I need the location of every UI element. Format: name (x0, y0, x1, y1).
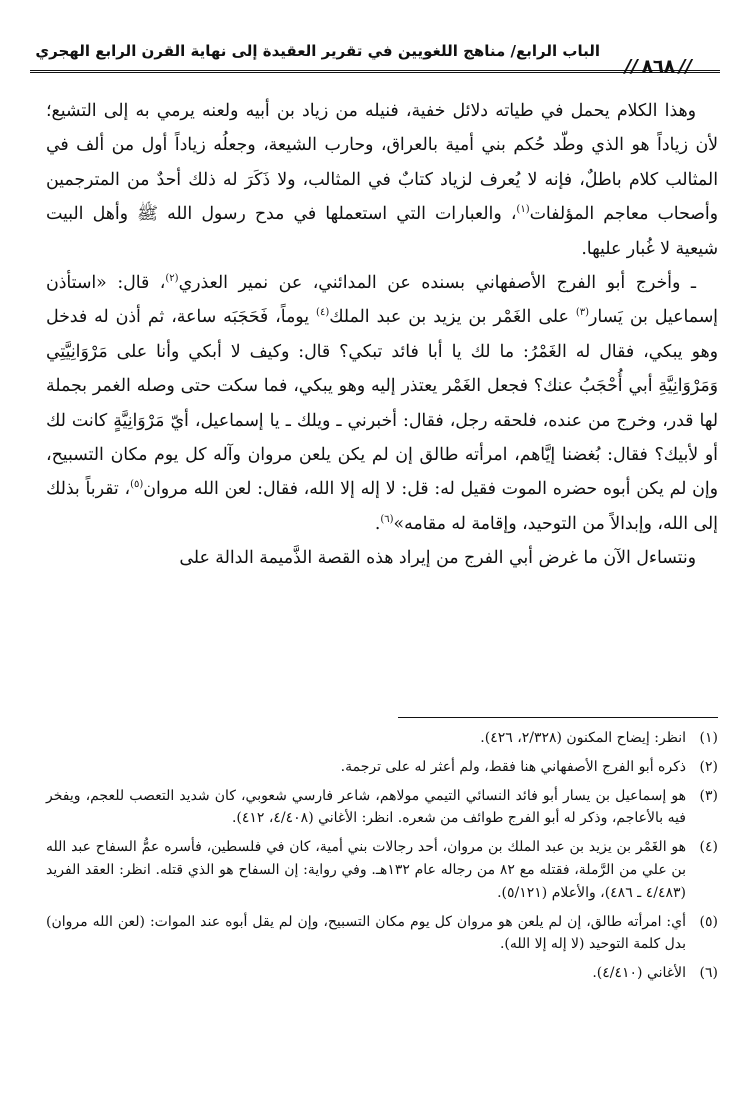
footnote-number: (٣) (699, 787, 718, 804)
paragraph-1-text: وهذا الكلام يحمل في طياته دلائل خفية، فنيله من زياد بن أبيه ولعنه يرمي به إلى التشيع؛ لأن زياداً هو الذي وطّد حُكم بني أمية بالعراق، وحارب الشيعة، وجعلُه زياداً أول من ألف في المثالب كلام باطلٌ، فإنه لا يُعرف لزياد كتابٌ في المثالب، ولا ذَكَرَ له ذلك أحدٌ من المترجمين وأصحاب معاجم المؤلفات (46, 101, 718, 225)
paragraph-2-part-f: . (374, 513, 381, 534)
paragraph-2-part-e: ، تقرباً بذلك إلى الله، وإبدالاً من التوحيد، وإقامة له مقامه» (46, 479, 718, 534)
page-header (30, 24, 720, 77)
footnote-ref-4: (٤) (316, 307, 330, 319)
paragraph-2-part-b: ، قال: «استأذن إسماعيل بن يَسار (46, 273, 718, 328)
footnote-ref-2: (٢) (165, 273, 179, 285)
paragraph-2-part-c: على الغَمْر بن يزيد بن عبد الملك (329, 307, 576, 328)
footnote-number: (٤) (699, 839, 718, 856)
footnote-4 (46, 836, 718, 904)
footnote-separator (398, 717, 718, 718)
footnote-3 (46, 785, 718, 831)
paragraph-2-part-a: ـ وأخرج أبو الفرج الأصفهاني بسنده عن المدائني، عن نمير العذري (178, 273, 696, 294)
footnote-number: (٦) (699, 965, 718, 982)
paragraph-2 (46, 266, 718, 541)
footnote-text: أي: امرأته طالق، إن لم يلعن هو مروان كل يوم مكان التسبيح، وإن لم يقل أبوه عند الموات: (لعن الله مروان) بدل كلمة التوحيد (لا إله إلا الله). (46, 913, 686, 953)
paragraph-1-end: ، والعبارات التي استعملها في مدح رسول الله ﷺ وأهل البيت شيعية لا غُبار عليها. (46, 204, 718, 259)
footnote-ref-6: (٦) (380, 514, 394, 526)
book-page (30, 24, 720, 982)
footnote-2 (46, 756, 718, 779)
footnote-ref-5: (٥) (130, 479, 144, 491)
main-text (46, 94, 718, 576)
page-number: // ٨٦٨ // (607, 56, 710, 77)
header-rule (30, 70, 720, 73)
footnote-text: انظر: إيضاح المكنون (٢/٣٢٨، ٤٢٦). (480, 730, 686, 746)
paragraph-3: ونتساءل الآن ما غرض أبي الفرج من إيراد هذه القصة الذَّميمة الدالة على (179, 548, 696, 569)
footnote-5 (46, 911, 718, 957)
footnote-text: هو الغَمْر بن يزيد بن عبد الملك بن مروان، أحد رجالات بني أمية، كان في فلسطين، فأسره عمُّ السفاح عبد الله بن علي من الرَّملة، فقتله مع ٨٢ من رجاله عام ١٣٢هـ. وفي رواية: إن السفاح هو الذي قتله. انظر: العقد الفريد (٤/٤٨٣ ـ ٤٨٦)، والأعلام (٥/١٢١). (46, 839, 686, 901)
paragraph-2-part-d: يوماً، فَحَجَبَه ساعة، ثم أذن له فدخل وهو يبكي، فقال له الغَمْرُ: ما لك يا أبا فائد تبكي؟ قال: وكيف لا أبكي وأنا على مَرْوَانِيَّتِي وَمَرْوَانِيَّةِ أبي أُحْجَبُ عنك؟ فجعل الغَمْر يعتذر إليه وهو يبكي، فما سكت حتى وصله الغمر بجملة لها قدر، وخرج من عنده، فلحقه رجل، فقال: أخبرني ـ ويلك ـ يا إسماعيل، أيّ مَرْوَانِيَّةٍ كانت لك أو لأبيك؟ فقال: بُغضنا إيَّاهم، امرأته طالق إن لم يكن يلعن مروان وآله كل يوم مكان التسبيح، وإن لم يكن أبوه حضره الموت فقيل له: قل: لا إله إلا الله، فقال: لعن الله مروان (46, 307, 718, 500)
footnote-1 (46, 727, 718, 750)
footnote-text: الأغاني (٤/٤١٠). (592, 965, 686, 982)
footnote-text: ذكره أبو الفرج الأصفهاني هنا فقط، ولم أعثر له على ترجمة. (340, 758, 686, 775)
running-head: الباب الرابع/ مناهج اللغويين في تقرير العقيدة إلى نهاية القرن الرابع الهجري (35, 42, 600, 60)
footnote-number: (٢) (699, 758, 718, 775)
footnote-ref-1: (١) (516, 204, 530, 216)
footnote-ref-3: (٣) (575, 307, 589, 319)
footnote-6 (46, 962, 718, 985)
footnote-number: (١) (699, 730, 718, 746)
footnote-number: (٥) (699, 913, 718, 930)
paragraph-1 (46, 94, 718, 266)
footnote-text: هو إسماعيل بن يسار أبو فائد النسائي التيمي مولاهم، شاعر فارسي شعوبي، كان شديد التعصب للعجم، ويفخر فيه بالأعاجم، وذكر له أبو الفرج طوائف من شعره. انظر: الأغاني (٤/٤٠٨، ٤١٢). (46, 787, 686, 827)
footnotes (46, 727, 718, 991)
